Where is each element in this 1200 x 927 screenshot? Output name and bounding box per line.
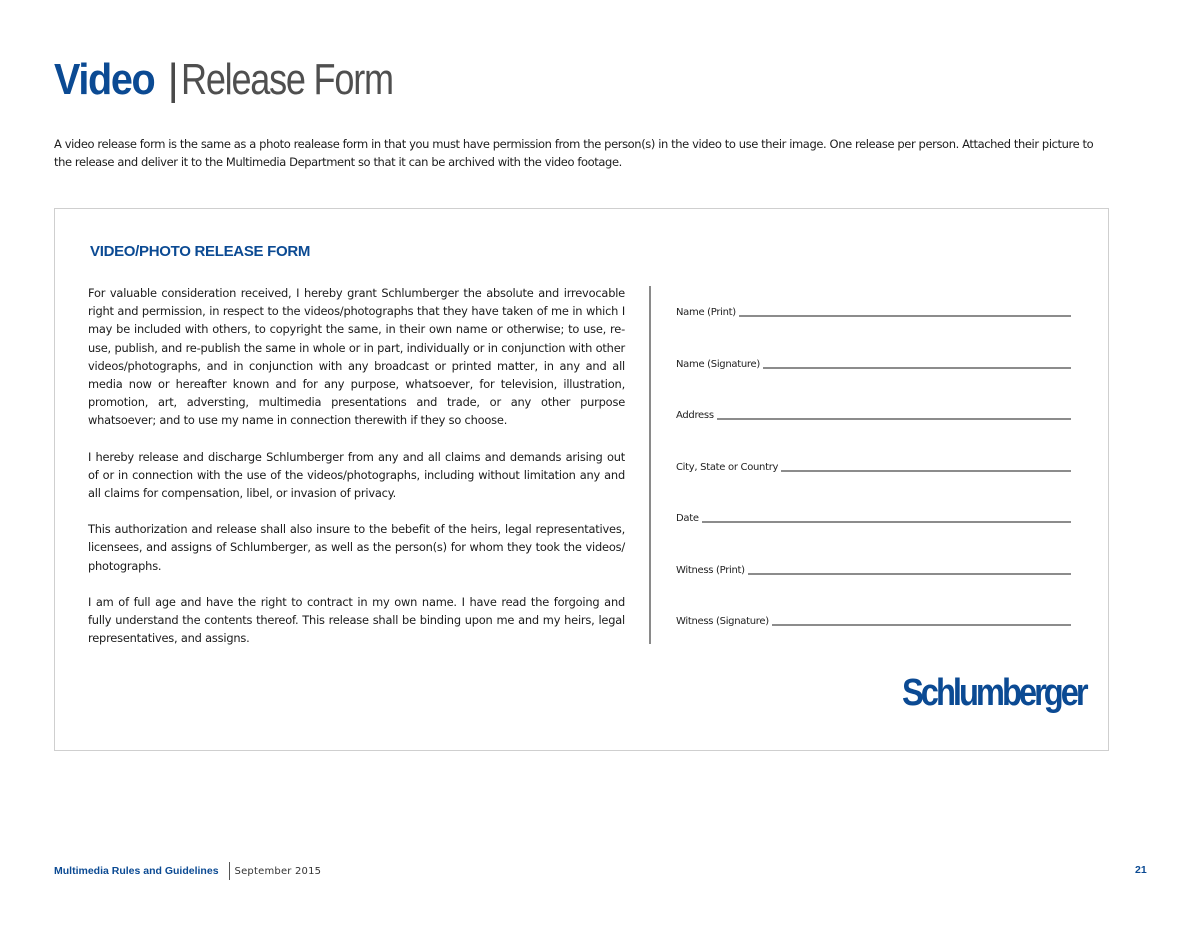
field-city-state-country (676, 422, 1071, 474)
terms-paragraph: For valuable consideration received, I hereby grant Schlumberger the absolute and irrevocable right and permission, in respect to the videos/photographs that they have taken of me in which I may be included with others, to copyright the same, in their own name or otherwise; to use, re-use, publish, and re-publish the same in whole or in part, individually or in conjunction with other videos/photographs, and in conjunction with any broadcast or printed matter, in any and all media now or hereafter known and for any purpose, whatsoever, for television, illustration, promotion, art, adversting, multimedia presentations and trade, or any other purpose whatsoever; and to use my name in connection therewith if they so choose. (88, 286, 625, 428)
field-witness-signature (676, 577, 1071, 629)
page-title-separator: | (167, 55, 178, 104)
field-label: Name (Print) (676, 307, 736, 318)
field-label: Witness (Signature) (676, 616, 769, 627)
terms-paragraph: I hereby release and discharge Schlumberger from any and all claims and demands arising out of or in connection with the use of the videos/photographs, including without limitation any and all claims for compensation, libel, or invasion of privacy. (88, 449, 625, 501)
column-divider (649, 286, 651, 644)
field-name-print (676, 303, 1071, 319)
page-number: 21 (1135, 864, 1147, 876)
field-date (676, 474, 1071, 526)
page-title (54, 52, 440, 108)
address-line[interactable] (717, 418, 1071, 420)
date-line[interactable] (702, 521, 1071, 523)
field-address (676, 371, 1071, 423)
field-label: Date (676, 513, 699, 524)
field-label: Witness (Print) (676, 564, 745, 576)
page-title-strong: Video (54, 55, 155, 104)
field-witness-print (676, 525, 1071, 577)
witness-print-line[interactable] (748, 573, 1071, 575)
field-label: City, State or Country (676, 461, 779, 473)
form-heading: VIDEO/PHOTO RELEASE FORM (90, 243, 311, 260)
page-title-light: Release Form (181, 55, 394, 104)
footer-date: September 2015 (234, 865, 322, 877)
intro-paragraph: A video release form is the same as a photo realease form in that you must have permission from the person(s) in the video to use their image. One release per person. Attached their picture to the release and deliver it to the Multimedia Department so that it can be archived with the video footage. (54, 137, 1094, 169)
footer-doc-title: Multimedia Rules and Guidelines (54, 865, 219, 877)
footer-separator (229, 862, 230, 880)
field-label: Address (676, 410, 714, 421)
schlumberger-logo: Schlumberger (902, 672, 1086, 714)
field-label: Name (Signature) (676, 358, 760, 370)
name-signature-line[interactable] (763, 367, 1071, 369)
release-terms (88, 284, 625, 665)
city-state-country-line[interactable] (781, 470, 1071, 472)
signature-fields (676, 303, 1071, 628)
terms-paragraph: This authorization and release shall also insure to the bebefit of the heirs, legal representatives, licensees, and assigns of Schlumberger, as well as the person(s) for whom they took the videos/ photographs. (88, 522, 625, 573)
name-print-line[interactable] (739, 315, 1071, 317)
terms-paragraph: I am of full age and have the right to contract in my own name. I have read the forgoing and fully understand the contents thereof. This release shall be binding upon me and my heirs, legal representatives, and assigns. (88, 594, 625, 646)
field-name-signature (676, 319, 1071, 371)
page-footer (54, 862, 321, 880)
witness-signature-line[interactable] (772, 624, 1071, 626)
